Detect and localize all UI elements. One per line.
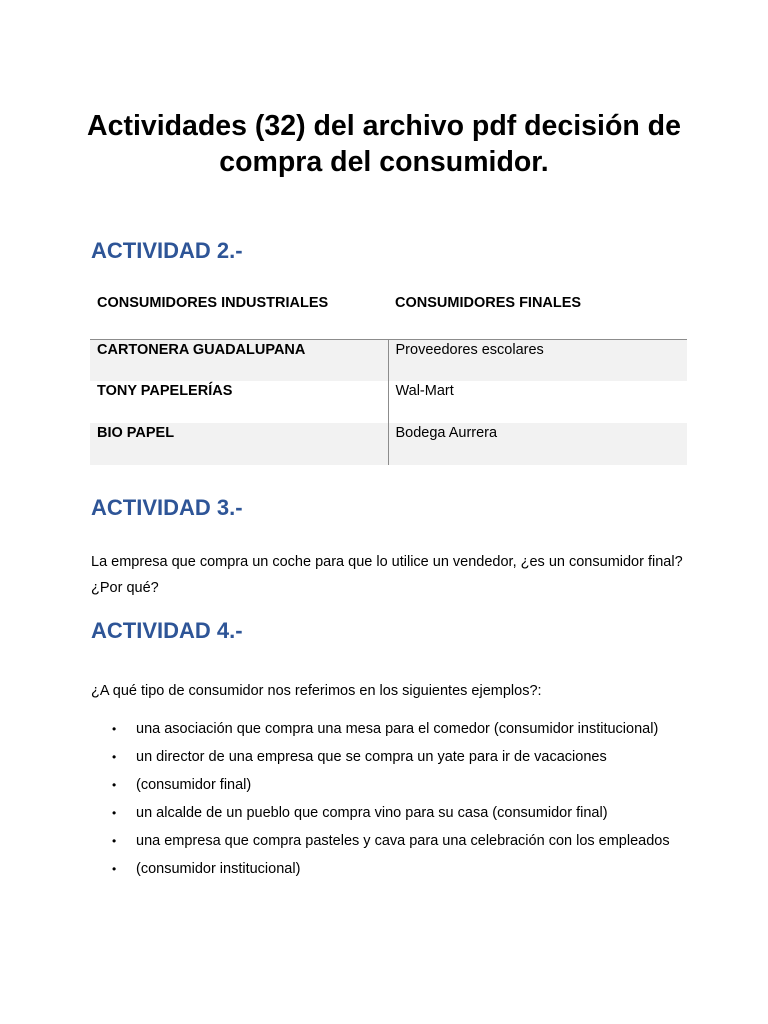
page-title: Actividades (32) del archivo pdf decisión de compra del consumidor.: [87, 110, 681, 178]
list-item: [91, 744, 711, 772]
table-row: [90, 381, 687, 423]
consumer-table: [90, 284, 687, 465]
list-item: [91, 828, 711, 856]
example-list: [91, 716, 711, 884]
table-row: [90, 423, 687, 465]
table-cell-industrial: BIO PAPEL: [90, 423, 388, 465]
table-header-industrial: CONSUMIDORES INDUSTRIALES: [90, 284, 388, 339]
activity-2-heading: ACTIVIDAD 2.-: [91, 238, 243, 263]
list-item-text: una empresa que compra pasteles y cava para una celebración con los empleados: [136, 833, 670, 849]
list-item: [91, 772, 711, 800]
bullet-icon: •: [112, 778, 117, 792]
table-cell-final: Bodega Aurrera: [388, 423, 687, 465]
table-cell-final: Wal-Mart: [395, 383, 454, 399]
activity-4-intro: ¿A qué tipo de consumidor nos referimos en los siguientes ejemplos?:: [91, 683, 542, 699]
table-header-final: CONSUMIDORES FINALES: [388, 284, 687, 339]
activity-4-heading: ACTIVIDAD 4.-: [91, 618, 243, 643]
list-item: [91, 716, 711, 744]
table-row: [90, 339, 687, 381]
list-item-text: (consumidor final): [136, 777, 252, 793]
bullet-icon: •: [112, 806, 117, 820]
bullet-icon: •: [112, 862, 117, 876]
activity-3-question: La empresa que compra un coche para que lo utilice un vendedor, ¿es un consumidor final? ¿Por qué?: [91, 554, 683, 596]
list-item-text: un alcalde de un pueblo que compra vino para su casa (consumidor final): [136, 805, 608, 821]
list-item: [91, 800, 711, 828]
table-cell-industrial: TONY PAPELERÍAS: [90, 381, 388, 423]
table-header-row: [90, 284, 687, 339]
list-item-text: una asociación que compra una mesa para el comedor (consumidor institucional): [136, 721, 659, 737]
bullet-icon: •: [112, 834, 117, 848]
bullet-icon: •: [112, 750, 117, 764]
table-cell-industrial: CARTONERA GUADALUPANA: [90, 339, 388, 381]
list-item-text: (consumidor institucional): [136, 861, 301, 877]
list-item: [91, 856, 711, 884]
activity-3-heading: ACTIVIDAD 3.-: [91, 495, 243, 520]
bullet-icon: •: [112, 722, 117, 736]
list-item-text: un director de una empresa que se compra un yate para ir de vacaciones: [136, 749, 607, 765]
table-cell-final: Proveedores escolares: [388, 339, 687, 381]
